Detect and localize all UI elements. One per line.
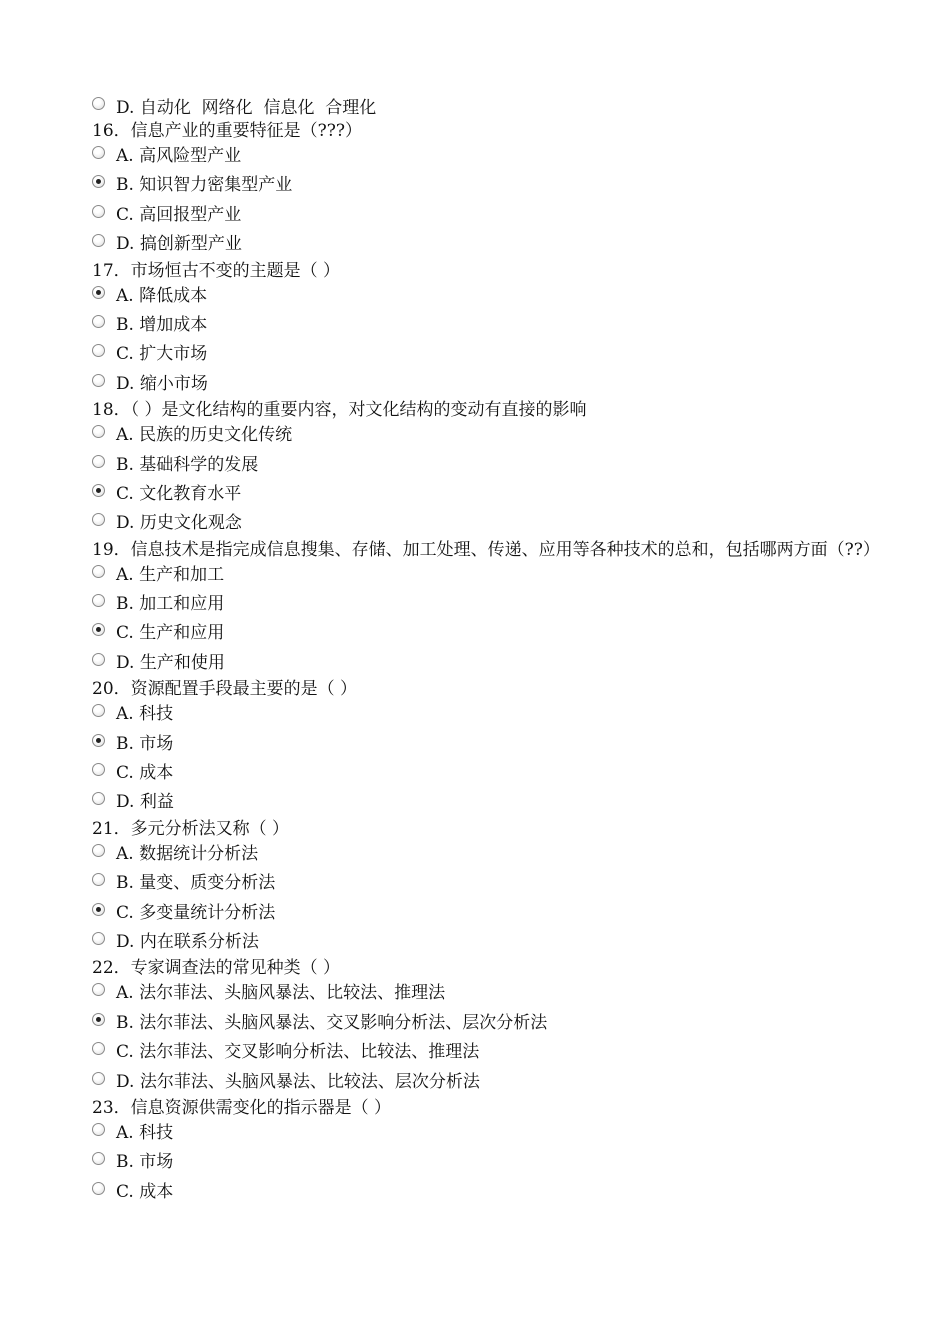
answer-option[interactable]	[92, 649, 872, 678]
radio-checked-icon[interactable]	[92, 286, 105, 299]
answer-option[interactable]	[92, 1068, 872, 1097]
radio-unchecked-icon[interactable]	[92, 653, 105, 666]
answer-option[interactable]	[92, 759, 872, 788]
radio-unchecked-icon[interactable]	[92, 374, 105, 387]
question-text: 21．多元分析法又称（ ）	[92, 818, 290, 839]
option-label: B. 市场	[116, 1152, 174, 1173]
question-text: 23．信息资源供需变化的指示器是（ ）	[92, 1097, 392, 1118]
radio-unchecked-icon[interactable]	[92, 205, 105, 218]
option-label: C. 法尔菲法、交叉影响分析法、比较法、推理法	[116, 1042, 480, 1063]
radio-checked-icon[interactable]	[92, 175, 105, 188]
option-label: C. 高回报型产业	[116, 204, 242, 225]
option-label: D. 生产和使用	[116, 652, 225, 673]
option-label: D. 利益	[116, 792, 174, 813]
radio-unchecked-icon[interactable]	[92, 1042, 105, 1055]
radio-unchecked-icon[interactable]	[92, 1123, 105, 1136]
answer-option[interactable]	[92, 142, 872, 171]
answer-option[interactable]	[92, 171, 872, 200]
option-label: D. 自动化 网络化 信息化 合理化	[116, 98, 377, 118]
option-label: A. 科技	[116, 704, 174, 725]
radio-unchecked-icon[interactable]	[92, 763, 105, 776]
option-label: A. 降低成本	[116, 285, 208, 306]
question-text: 16．信息产业的重要特征是（???）	[92, 121, 362, 141]
option-label: A. 民族的历史文化传统	[116, 425, 293, 446]
option-label: A. 生产和加工	[116, 564, 225, 585]
question-text: 17．市场恒古不变的主题是（ ）	[92, 260, 341, 281]
radio-unchecked-icon[interactable]	[92, 1182, 105, 1195]
option-label: C. 成本	[116, 763, 174, 784]
answer-option[interactable]	[92, 1038, 872, 1067]
radio-unchecked-icon[interactable]	[92, 565, 105, 578]
answer-option[interactable]	[92, 421, 872, 450]
option-label: B. 法尔菲法、头脑风暴法、交叉影响分析法、层次分析法	[116, 1012, 548, 1033]
answer-option[interactable]	[92, 700, 872, 729]
answer-option[interactable]	[92, 96, 872, 120]
answer-option[interactable]	[92, 1178, 872, 1207]
question-text: 18．（ ）是文化结构的重要内容，对文化结构的变动有直接的影响	[92, 400, 587, 421]
answer-option[interactable]	[92, 340, 872, 369]
answer-option[interactable]	[92, 619, 872, 648]
option-label: B. 量变、质变分析法	[116, 873, 276, 894]
radio-unchecked-icon[interactable]	[92, 932, 105, 945]
option-label: A. 科技	[116, 1122, 174, 1143]
radio-unchecked-icon[interactable]	[92, 344, 105, 357]
answer-option[interactable]	[92, 899, 872, 928]
answer-option[interactable]	[92, 201, 872, 230]
answer-option[interactable]	[92, 311, 872, 340]
answer-option[interactable]	[92, 451, 872, 480]
question-text: 20．资源配置手段最主要的是（ ）	[92, 679, 358, 700]
option-label: A. 数据统计分析法	[116, 843, 259, 864]
answer-option[interactable]	[92, 928, 872, 957]
option-label: D. 历史文化观念	[116, 513, 242, 534]
radio-checked-icon[interactable]	[92, 734, 105, 747]
option-label: C. 多变量统计分析法	[116, 902, 276, 923]
answer-option[interactable]	[92, 1009, 872, 1038]
option-label: C. 成本	[116, 1181, 174, 1202]
radio-unchecked-icon[interactable]	[92, 594, 105, 607]
answer-option[interactable]	[92, 282, 872, 311]
answer-option[interactable]	[92, 979, 872, 1008]
option-label: C. 扩大市场	[116, 344, 208, 365]
radio-unchecked-icon[interactable]	[92, 983, 105, 996]
answer-option[interactable]	[92, 230, 872, 259]
option-label: D. 内在联系分析法	[116, 931, 259, 952]
option-label: B. 知识智力密集型产业	[116, 175, 293, 196]
radio-unchecked-icon[interactable]	[92, 455, 105, 468]
radio-unchecked-icon[interactable]	[92, 425, 105, 438]
radio-unchecked-icon[interactable]	[92, 97, 105, 110]
answer-option[interactable]	[92, 561, 872, 590]
option-label: B. 增加成本	[116, 314, 208, 335]
option-label: B. 加工和应用	[116, 594, 225, 615]
answer-option[interactable]	[92, 370, 872, 399]
option-label: D. 搞创新型产业	[116, 234, 242, 255]
radio-unchecked-icon[interactable]	[92, 873, 105, 886]
radio-checked-icon[interactable]	[92, 1013, 105, 1026]
radio-unchecked-icon[interactable]	[92, 513, 105, 526]
radio-unchecked-icon[interactable]	[92, 704, 105, 717]
radio-unchecked-icon[interactable]	[92, 146, 105, 159]
answer-option[interactable]	[92, 480, 872, 509]
radio-checked-icon[interactable]	[92, 903, 105, 916]
option-label: D. 缩小市场	[116, 373, 208, 394]
radio-unchecked-icon[interactable]	[92, 844, 105, 857]
answer-option[interactable]	[92, 1148, 872, 1177]
answer-option[interactable]	[92, 869, 872, 898]
radio-checked-icon[interactable]	[92, 484, 105, 497]
answer-option[interactable]	[92, 590, 872, 619]
option-label: C. 文化教育水平	[116, 483, 242, 504]
radio-checked-icon[interactable]	[92, 623, 105, 636]
radio-unchecked-icon[interactable]	[92, 315, 105, 328]
answer-option[interactable]	[92, 840, 872, 869]
option-label: D. 法尔菲法、头脑风暴法、比较法、层次分析法	[116, 1071, 480, 1092]
question-text: 22．专家调查法的常见种类（ ）	[92, 958, 341, 979]
option-label: B. 基础科学的发展	[116, 454, 259, 475]
option-label: C. 生产和应用	[116, 623, 225, 644]
answer-option[interactable]	[92, 509, 872, 538]
radio-unchecked-icon[interactable]	[92, 1072, 105, 1085]
answer-option[interactable]	[92, 730, 872, 759]
quiz-page	[92, 96, 880, 1207]
answer-option[interactable]	[92, 1119, 872, 1148]
option-label: B. 市场	[116, 733, 174, 754]
radio-unchecked-icon[interactable]	[92, 792, 105, 805]
radio-unchecked-icon[interactable]	[92, 234, 105, 247]
answer-option[interactable]	[92, 788, 872, 817]
option-label: A. 高风险型产业	[116, 146, 242, 166]
option-label: A. 法尔菲法、头脑风暴法、比较法、推理法	[116, 983, 446, 1004]
radio-unchecked-icon[interactable]	[92, 1152, 105, 1165]
question-text: 19．信息技术是指完成信息搜集、存储、加工处理、传递、应用等各种技术的总和，包括哪两方面（??）	[92, 539, 880, 560]
